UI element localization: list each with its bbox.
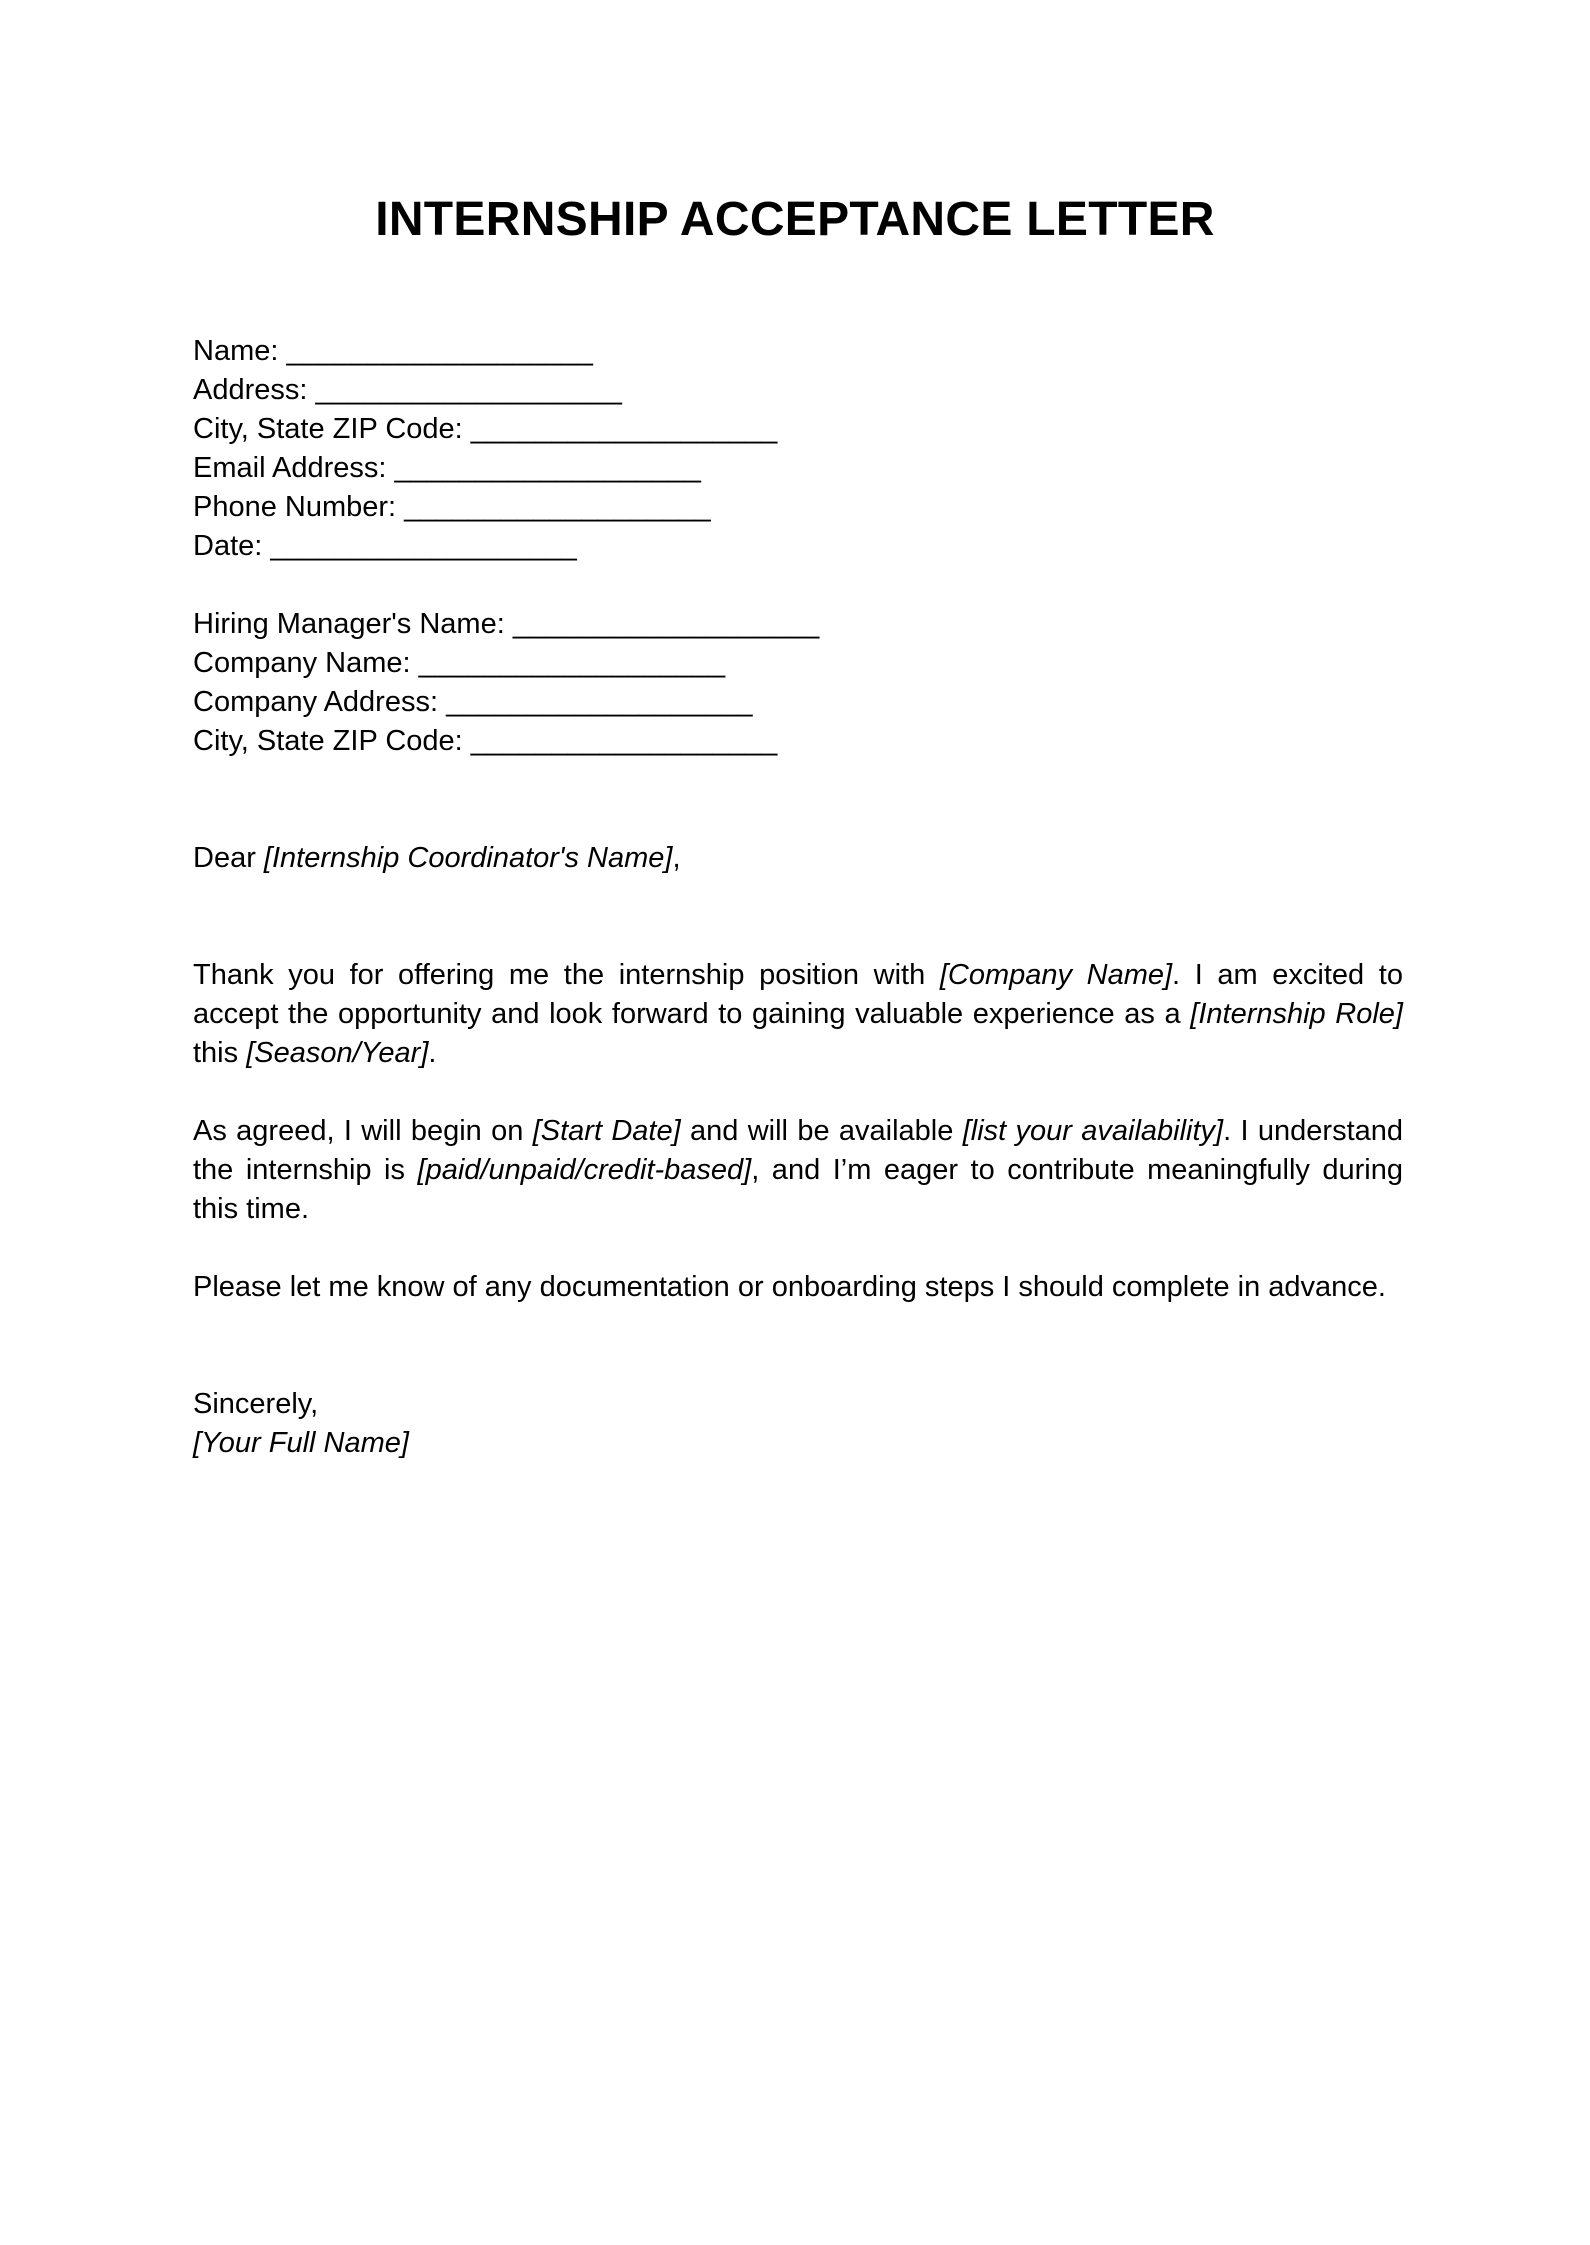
- salutation-suffix: ,: [672, 842, 681, 874]
- spacer: [193, 878, 1403, 956]
- start-date-placeholder: [Start Date]: [532, 1115, 681, 1147]
- company-name-field: Company Name: ___________________: [193, 647, 726, 679]
- document-title: INTERNSHIP ACCEPTANCE LETTER: [375, 193, 1215, 246]
- hiring-manager-name-field: Hiring Manager's Name: ___________________: [193, 608, 820, 640]
- company-name-placeholder: [Company Name]: [939, 959, 1173, 991]
- spacer: [193, 1307, 1403, 1385]
- paragraph-text: Thank you for offering me the internship position with: [193, 959, 940, 991]
- recipient-info-block: [193, 605, 1403, 761]
- spacer: [193, 761, 1403, 839]
- sender-city-state-zip-field: City, State ZIP Code: ___________________: [193, 413, 778, 445]
- season-year-placeholder: [Season/Year]: [246, 1037, 429, 1069]
- internship-role-placeholder: [Internship Role]: [1190, 998, 1403, 1030]
- paragraph-text: this: [193, 1037, 247, 1069]
- body-paragraph-2: [193, 1112, 1403, 1229]
- paragraph-text: , and I’m eager to contribute meaningfully during this time.: [193, 1154, 1404, 1225]
- compensation-type-placeholder: [paid/unpaid/credit-based]: [417, 1154, 752, 1186]
- company-address-field: Company Address: ___________________: [193, 686, 753, 718]
- spacer: [193, 566, 1403, 605]
- salutation: [193, 839, 1403, 878]
- signature-name-placeholder: [Your Full Name]: [193, 1427, 409, 1459]
- letter-body: [193, 332, 1403, 1463]
- body-paragraph-3: Please let me know of any documentation or onboarding steps I should complete in advance.: [193, 1271, 1386, 1303]
- spacer: [193, 1229, 1403, 1268]
- paragraph-text: and will be available: [680, 1115, 963, 1147]
- sender-address-field: Address: ___________________: [193, 374, 622, 406]
- paragraph-text: . I am excited to accept the opportunity and look forward to gaining valuable experience as a: [193, 959, 1403, 1030]
- sender-info-block: [193, 332, 1403, 566]
- spacer: [193, 1073, 1403, 1112]
- salutation-placeholder: [Internship Coordinator's Name]: [263, 842, 673, 874]
- sender-email-field: Email Address: ___________________: [193, 452, 701, 484]
- closing: Sincerely,: [193, 1388, 319, 1420]
- paragraph-text: . I understand the internship is: [193, 1115, 1404, 1186]
- paragraph-text: As agreed, I will begin on: [193, 1115, 533, 1147]
- company-city-state-zip-field: City, State ZIP Code: ___________________: [193, 725, 778, 757]
- salutation-prefix: Dear: [193, 842, 264, 874]
- body-paragraph-1: [193, 956, 1403, 1073]
- sender-name-field: Name: ___________________: [193, 335, 593, 367]
- date-field: Date: ___________________: [193, 530, 577, 562]
- sender-phone-field: Phone Number: ___________________: [193, 491, 711, 523]
- paragraph-text: .: [428, 1037, 437, 1069]
- availability-placeholder: [list your availability]: [962, 1115, 1224, 1147]
